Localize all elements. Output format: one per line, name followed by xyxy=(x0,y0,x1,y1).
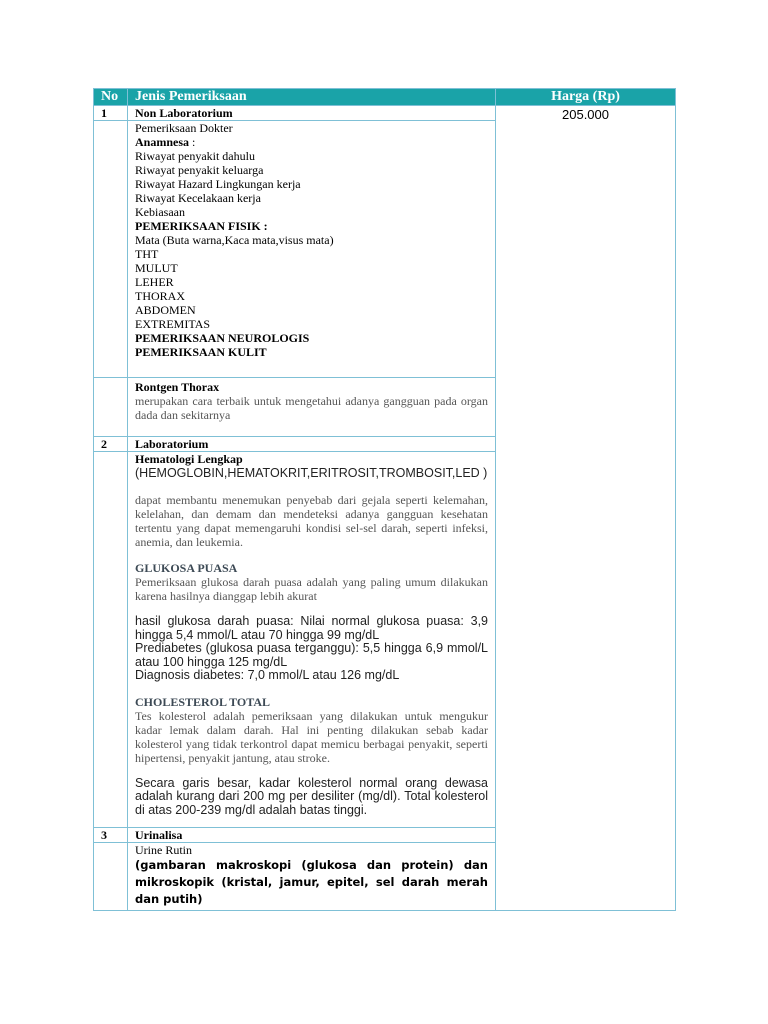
anamnesa-label: Anamnesa xyxy=(135,135,190,149)
section-title: Laboratorium xyxy=(128,437,496,452)
cholesterol-normal-value: Secara garis besar, kadar kolesterol normal orang dewasa adalah kurang dari 200 mg per desiliter (mg/dl). Total kolesterol di atas 200-239 mg/dl adalah batas tinggi. xyxy=(135,775,488,817)
pemeriksaan-dokter-cell xyxy=(128,121,496,378)
empty-cell xyxy=(94,121,128,378)
glukosa-description: Pemeriksaan glukosa darah puasa adalah yang paling umum dilakukan karena hasilnya dianggap lebih akurat xyxy=(135,575,488,603)
table-header-row xyxy=(94,89,676,106)
list-item: THORAX xyxy=(135,289,185,303)
list-item: Riwayat penyakit keluarga xyxy=(135,163,264,177)
hematologi-description: dapat membantu menemukan penyebab dari gejala seperti kelemahan, kelelahan, dan demam dan mendeteksi adanya gangguan kesehatan tertentu yang dapat memengaruhi kondisi sel-sel darah, seperti infeksi, anemia, dan leukemia. xyxy=(135,493,488,549)
section-title: Non Laboratorium xyxy=(128,106,496,121)
price-cell xyxy=(496,106,676,911)
list-item: LEHER xyxy=(135,275,174,289)
glukosa-title: GLUKOSA PUASA xyxy=(135,561,238,575)
list-item: THT xyxy=(135,247,159,261)
rontgen-description: merupakan cara terbaik untuk mengetahui adanya gangguan pada organ dada dan sekitarnya xyxy=(135,394,488,422)
rontgen-cell xyxy=(128,378,496,437)
hematologi-params: (HEMOGLOBIN,HEMATOKRIT,ERITROSIT,TROMBOSIT,LED ) xyxy=(135,466,488,480)
section-title: Urinalisa xyxy=(128,828,496,843)
laboratorium-detail-cell xyxy=(128,452,496,828)
medical-checkup-table xyxy=(93,88,676,911)
rontgen-title: Rontgen Thorax xyxy=(135,380,220,394)
anamnesa-colon: : xyxy=(189,135,196,149)
pemeriksaan-fisik-heading: PEMERIKSAAN FISIK : xyxy=(135,219,268,233)
list-item: Kebiasaan xyxy=(135,205,185,219)
list-item: Riwayat Kecelakaan kerja xyxy=(135,191,261,205)
price-list-page xyxy=(93,88,675,911)
list-item: Mata (Buta warna,Kaca mata,visus mata) xyxy=(135,233,334,247)
glukosa-normal-value: hasil glukosa darah puasa: Nilai normal glukosa puasa: 3,9 hingga 5,4 mmol/L atau 70 hingga 99 mg/dL xyxy=(135,614,488,642)
list-item: ABDOMEN xyxy=(135,303,196,317)
empty-cell xyxy=(94,452,128,828)
header-jenis-pemeriksaan: Jenis Pemeriksaan xyxy=(128,89,496,106)
urine-rutin-description: (gambaran makroskopi (glukosa dan protein) dan mikroskopik (kristal, jamur, epitel, sel darah merah dan putih) xyxy=(135,858,488,906)
section-number: 3 xyxy=(94,828,128,843)
list-item: MULUT xyxy=(135,261,178,275)
header-no: No xyxy=(94,89,128,106)
hematologi-title: Hematologi Lengkap xyxy=(135,452,243,466)
empty-cell xyxy=(94,378,128,437)
anamnesa-heading xyxy=(135,135,488,149)
cholesterol-title: CHOLESTEROL TOTAL xyxy=(135,694,271,709)
neurologis-heading: PEMERIKSAAN NEUROLOGIS xyxy=(135,331,310,345)
cholesterol-description: Tes kolesterol adalah pemeriksaan yang dilakukan untuk mengukur kadar lemak dalam darah. Hal ini penting dilakukan sebab kadar kolesterol yang tidak terkontrol dapat memicu berbagai penyakit, seperti hipertensi, penyakit jantung, atau stroke. xyxy=(135,708,488,765)
section-number: 1 xyxy=(94,106,128,121)
list-item: Riwayat Hazard Lingkungan kerja xyxy=(135,177,301,191)
list-item: Riwayat penyakit dahulu xyxy=(135,149,255,163)
urinalisa-detail-cell xyxy=(128,843,496,911)
header-harga: Harga (Rp) xyxy=(496,89,676,106)
glukosa-diabetes-value: Diagnosis diabetes: 7,0 mmol/L atau 126 mg/dL xyxy=(135,668,400,682)
price-value: 205.000 xyxy=(562,107,609,122)
dokter-label: Pemeriksaan Dokter xyxy=(135,121,233,135)
urine-rutin-title: Urine Rutin xyxy=(135,843,192,857)
empty-cell xyxy=(94,843,128,911)
list-item: EXTREMITAS xyxy=(135,317,211,331)
kulit-heading: PEMERIKSAAN KULIT xyxy=(135,345,267,359)
section-number: 2 xyxy=(94,437,128,452)
glukosa-prediabetes-value: Prediabetes (glukosa puasa terganggu): 5,5 hingga 6,9 mmol/L atau 100 hingga 125 mg/dL xyxy=(135,641,488,669)
section-row-non-laboratorium xyxy=(94,106,676,121)
